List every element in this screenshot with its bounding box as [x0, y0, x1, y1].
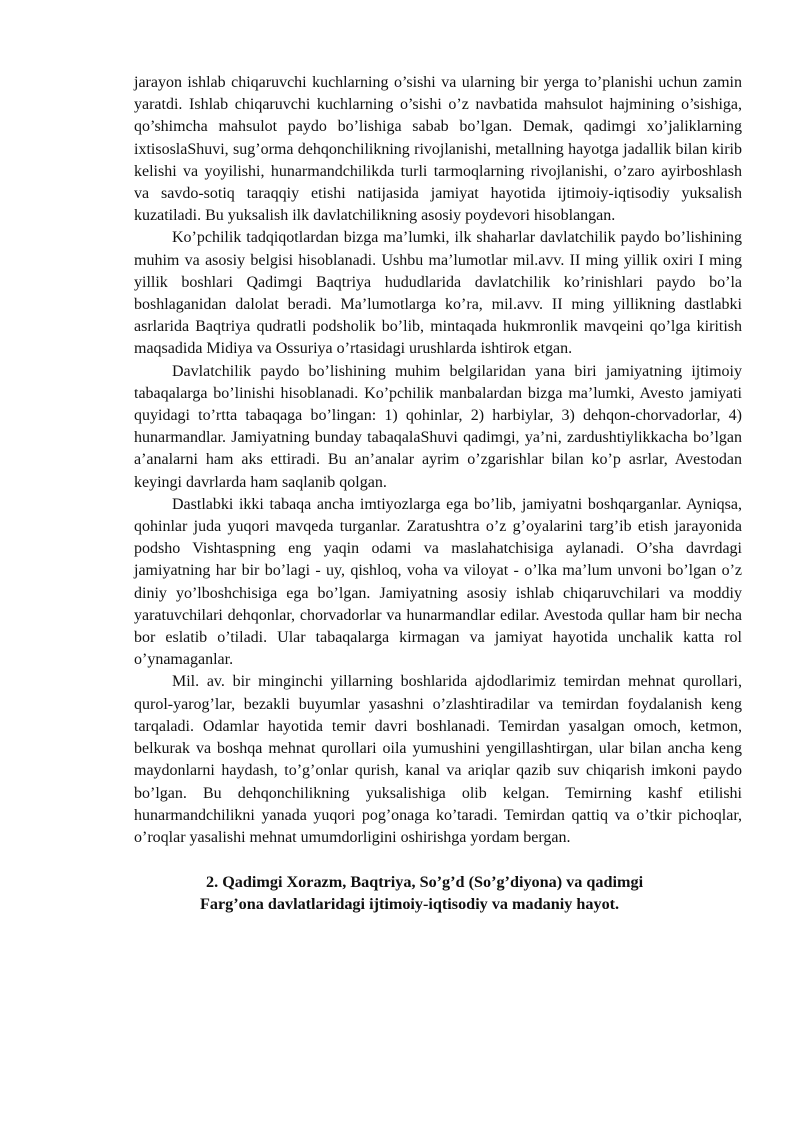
section-heading — [134, 871, 742, 915]
paragraph-privileged-classes: Dastlabki ikki tabaqa ancha imtiyozlarga ega bo’lib, jamiyatni boshqarganlar. Ayniqsa, qohinlar juda yuqori mavqeda turganlar. Zaratushtra o’z g’oyalarini targ’ib etish jarayonida podsho Vishtaspning eng yaqin odami va maslahatchisiga aylanadi. O’sha davrdagi jamiyatning har bir bo’lagi - uy, qishloq, voha va viloyat - o’lka ma’lum unvoni bo’lgan o’z diniy yo’lboshchisiga ega bo’lgan. Jamiyatning asosiy ishlab chiqaruvchilari va moddiy yaratuvchilari dehqonlar, chorvadorlar va hunarmandlar edilar. Avestoda qullar ham bir necha bor eslatib o’tiladi. Ular tabaqalarga kirmagan va jamiyat hayotida unchalik katta rol o’ynamaganlar. — [134, 495, 742, 669]
document-page — [134, 72, 742, 915]
paragraph-iron-age: Mil. av. bir minginchi yillarning boshlarida ajdodlarimiz temirdan mehnat qurollari, qurol-yarog’lar, bezakli buyumlar yasashni o’zlashtiradilar va temirdan foydalanish keng tarqaladi. Odamlar hayotida temir davri boshlanadi. Temirdan yasalgan omoch, ketmon, belkurak va boshqa mehnat qurollari oila yumushini yengillashtirgan, ular bilan ancha keng maydonlarni haydash, to’g’onlar qurish, kanal va ariqlar qazib suv chiqarish imkoni paydo bo’lgan. Bu dehqonchilikning yuksalishiga olib kelgan. Temirning kashf etilishi hunarmandchilikni yanada yuqori pog’onaga ko’taradi. Temirdan qattiq va o’tkir pichoqlar, o’roqlar yasalishi mehnat umumdorligini oshirishga yordam bergan. — [134, 673, 742, 846]
paragraph-early-cities: Ko’pchilik tadqiqotlardan bizga ma’lumki, ilk shaharlar davlatchilik paydo bo’lishining muhim va asosiy belgisi hisoblanadi. Ushbu ma’lumotlar mil.avv. II ming yillik oxiri I ming yillik boshlari Qadimgi Baqtriya hududlarida davlatchilik ko’rinishlari paydo bo’la boshlaganidan dalolat beradi. Ma’lumotlarga ko’ra, mil.avv. II ming yillikning dastlabki asrlarida Baqtriya qudratli podsholik bo’lib, mintaqada hukmronlik mavqeini qo’lga kiritish maqsadida Midiya va Ossuriya o’rtasidagi urushlarda ishtirok etgan. — [134, 229, 742, 358]
section-heading-line-2: Farg’ona davlatlaridagi ijtimoiy-iqtisodiy va madaniy hayot. — [200, 895, 620, 914]
paragraph-social-classes: Davlatchilik paydo bo’lishining muhim belgilaridan yana biri jamiyatning ijtimoiy tabaqalarga bo’linishi hisoblanadi. Ko’pchilik manbalardan bizga ma’lumki, Avesto jamiyati quyidagi to’rtta tabaqaga bo’lingan: 1) qohinlar, 2) harbiylar, 3) dehqon-chorvadorlar, 4) hunarmandlar. Jamiyatning bunday tabaqalaShuvi qadimgi, ya’ni, zardushtiylikkacha bo’lgan a’analarni ham aks ettiradi. Bu an’analar ayrim o’zgarishlar bilan ko’p asrlar, Avestodan keyingi davrlarda ham saqlanib qolgan. — [134, 362, 742, 491]
section-heading-line-1: 2. Qadimgi Xorazm, Baqtriya, So’g’d (So’g’diyona) va qadimgi — [206, 873, 644, 892]
paragraph-productive-forces: jarayon ishlab chiqaruvchi kuchlarning o’sishi va ularning bir yerga to’planishi uchun zamin yaratdi. Ishlab chiqaruvchi kuchlarning o’sishi o’z navbatida mahsulot hajmining o’sishiga, qo’shimcha mahsulot paydo bo’lishiga sabab bo’lgan. Demak, qadimgi xo’jaliklarning ixtisoslaShuvi, sug’orma dehqonchilikning rivojlanishi, metallning hayotga jadallik bilan kirib kelishi va yoyilishi, hunarmandchilikda turli tarmoqlarning rivojlanishi, o’zaro ayirboshlash va savdo-sotiq taraqqiy etishi natijasida jamiyat hayotida ijtimoiy-iqtisodiy yuksalish kuzatiladi. Bu yuksalish ilk davlatchilikning asosiy poydevori hisoblangan. — [134, 74, 742, 225]
